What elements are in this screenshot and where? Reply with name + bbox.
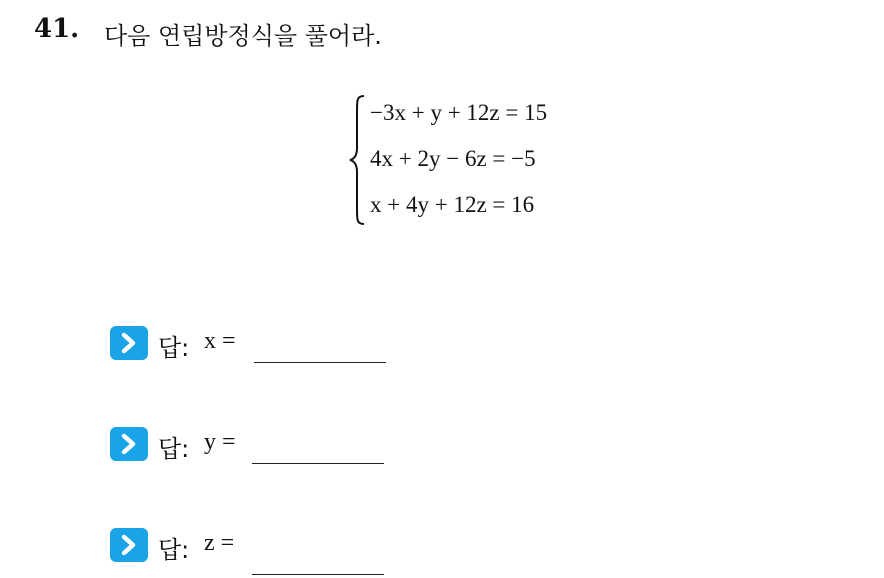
chevron-right-icon (110, 326, 148, 360)
answer-label: 답: (158, 435, 190, 463)
answer-label: 답: (158, 536, 190, 564)
answer-variable-z: z = (204, 530, 235, 556)
question-number: 41. (34, 14, 80, 44)
left-brace-icon (348, 90, 368, 230)
answer-variable-y: y = (204, 429, 236, 455)
answer-row-z (110, 528, 410, 568)
equation-system (348, 90, 648, 230)
answer-row-x (110, 326, 410, 366)
chevron-right-icon (110, 528, 148, 562)
equation-3: x + 4y + 12z = 16 (370, 192, 535, 217)
answer-badge (110, 528, 148, 562)
answer-badge (110, 326, 148, 360)
answer-label: 답: (158, 334, 190, 362)
answer-blank-y[interactable] (252, 463, 384, 464)
equation-1: −3x + y + 12z = 15 (370, 100, 548, 125)
chevron-right-icon (110, 427, 148, 461)
answer-blank-z[interactable] (252, 574, 384, 575)
answer-badge (110, 427, 148, 461)
equation-2: 4x + 2y − 6z = −5 (370, 146, 536, 171)
answer-row-y (110, 427, 410, 467)
answer-variable-x: x = (204, 328, 236, 354)
answer-blank-x[interactable] (254, 362, 386, 363)
question-text: 다음 연립방정식을 풀어라. (104, 22, 382, 50)
